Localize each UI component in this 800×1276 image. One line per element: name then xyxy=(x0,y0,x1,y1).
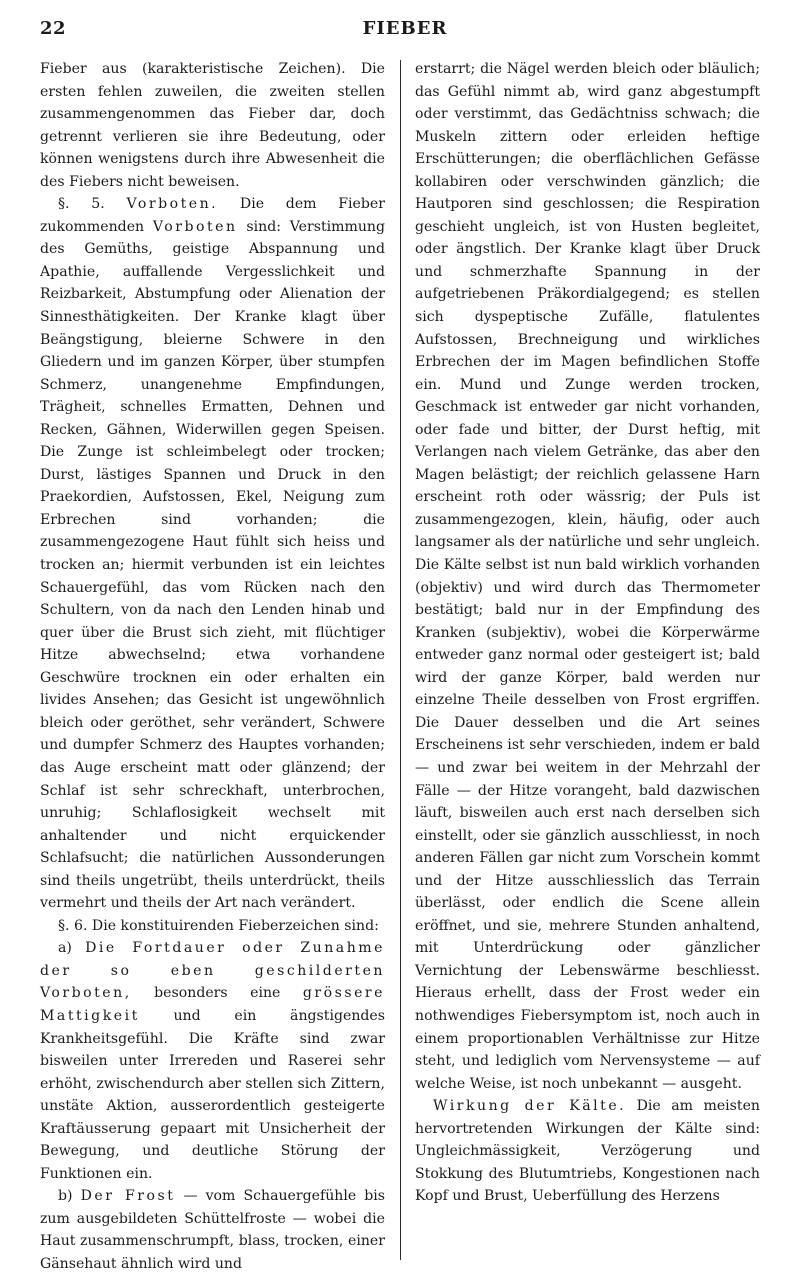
list-item-heading: Die Fortdauer oder Zunahme der so eben geschilderten Vorboten, xyxy=(40,940,385,1002)
page-header xyxy=(40,18,770,48)
list-item-b xyxy=(40,1185,385,1275)
paragraph-wirkung-der-kaelte xyxy=(415,1095,760,1208)
right-column xyxy=(415,58,760,1258)
paragraph-intro: Fieber aus (karakteristische Zeichen). Die ersten fehlen zuweilen, die zweiten stellen zusammengenommen das Fieber dar, doch getrennt verlieren sie ihre Bedeutung, oder können wenigstens durch ihre Abwesenheit die des Fiebers nicht beweisen. xyxy=(40,61,385,190)
emphasized-term: grössere Mattigkeit xyxy=(40,985,385,1024)
list-item-heading: Der Frost xyxy=(80,1188,176,1205)
paragraph-text: — vom Schauergefühle bis zum ausgebildeten Schüttelfroste — wobei die Haut zusammenschrumpft, blass, trocken, einer Gänsehaut ähnlich wird und xyxy=(40,1188,386,1272)
list-marker: a) xyxy=(58,940,72,957)
paragraph-vorboten xyxy=(40,193,385,915)
page-number: 22 xyxy=(40,18,67,39)
paragraph-text: besonders eine xyxy=(154,985,281,1002)
paragraph-text: Die am meisten hervortretenden Wirkungen der Kälte sind: Ungleichmässigkeit, Verzögerung und Stokkung des Blutumtriebs, Kongestionen nach Kopf und Brust, Ueberfüllung des Herzens xyxy=(415,1098,760,1205)
running-head: FIEBER xyxy=(362,18,448,39)
section-number: §. 5. xyxy=(58,196,105,213)
paragraph-fieberzeichen: §. 6. Die konstituirenden Fieberzeichen sind: xyxy=(58,917,379,934)
paragraph-frost-continued: erstarrt; die Nägel werden bleich oder bläulich; das Gefühl nimmt ab, wird ganz abgestumpft oder verstimmt, das Gedächtniss schwach; die Muskeln zittern oder erleiden heftige Erschütterungen; die oberflächlichen Gefässe kollabiren oder verschwinden gänzlich; die Hautporen sind geschlossen; die Respiration geschieht ungleich, ist von Husten begleitet, oder ängstlich. Der Kranke klagt über Druck und schmerzhafte Spannung in der aufgetriebenen Präkordialgegend; es stellen sich dyspeptische Zufälle, flatulentes Aufstossen, Brechneigung und wirkliches Erbrechen der im Magen befindlichen Stoffe ein. Mund und Zunge werden trocken, Geschmack ist entweder gar nicht vorhanden, oder fade und bitter, der Durst heftig, mit Verlangen nach vielem Getränke, das aber den Magen belästigt; der reichlich gelassene Harn erscheint roth oder wässrig; der Puls ist zusammengezogen, klein, häufig, oder auch langsamer als der natürliche und sehr ungleich. Die Kälte selbst ist nun bald wirklich vorhanden (objektiv) und wird durch das Thermometer bestätigt; bald nur in der Empfindung des Kranken (subjektiv), wobei die Körperwärme entweder ganz normal oder gesteigert ist; bald wird der ganze Körper, bald werden nur einzelne Theile desselben von Frost ergriffen. Die Dauer desselben und die Art seines Erscheinens ist sehr verschieden, indem er bald — und zwar bei weitem in der Mehrzahl der Fälle — der Hitze vorangeht, bald dazwischen läuft, bisweilen auch erst nach derselben sich einstellt, oder sie gänzlich ausschliesst, in noch anderen Fällen gar nicht zum Vorschein kommt und der Hitze ausschliesslich das Terrain überlässt, oder endlich die Scene allein eröffnet, und sie, mehrere Stunden anhaltend, mit Unterdrückung oder gänzlicher Vernichtung der Lebenswärme beschliesst. Hieraus erhellt, dass der Frost weder ein nothwendiges Fiebersymptom ist, noch auch in einem proportionablen Verhältnisse zur Hitze steht, und lediglich vom Nervensysteme — auf welche Weise, ist noch unbekannt — ausgeht. xyxy=(415,61,760,1092)
column-divider xyxy=(400,60,401,1260)
paragraph-text: Die dem Fieber zukommenden xyxy=(40,196,385,235)
section-heading-vorboten: Vorboten. xyxy=(126,196,219,213)
emphasized-term: Vorboten xyxy=(152,218,238,235)
paragraph-text: sind: Verstimmung des Gemüths, geistige Abspannung und Apathie, auffallende Vergesslichkeit und Reizbarkeit, Abstumpfung oder Alienation der Sinnesthätigkeiten. Der Kranke klagt über Beängstigung, bleierne Schwere in den Gliedern und im ganzen Körper, über stumpfen Schmerz, unangenehme Empfindungen, Trägheit, schnelles Ermatten, Dehnen und Recken, Gähnen, Widerwillen gegen Speisen. Die Zunge ist schleimbelegt oder trocken; Durst, lästiges Spannen und Druck in den Praekordien, Aufstossen, Ekel, Neigung zum Erbrechen sind vorhanden; die zusammengezogene Haut fühlt sich heiss und trocken an; hiermit verbunden ist ein leichtes Schauergefühl, das vom Rücken nach den Schultern, von da nach den Lenden hinab und quer über die Brust sich zieht, mit flüchtiger Hitze abwechselnd; etwa vorhandene Geschwüre trocknen ein oder erhalten ein livides Ansehen; das Gesicht ist ungewöhnlich bleich oder geröthet, sehr verändert, Schwere und dumpfer Schmerz des Hauptes vorhanden; das Auge erscheint matt oder glänzend; der Schlaf ist sehr schreckhaft, unterbrochen, unruhig; Schlaflosigkeit wechselt mit anhaltender und nicht erquickender Schlafsucht; die natürlichen Aussonderungen sind theils ungetrübt, theils unterdrückt, theils vermehrt und theils der Art nach verändert. xyxy=(40,218,386,912)
list-marker: b) xyxy=(58,1188,73,1205)
paragraph-text: und ein ängstigendes Krankheitsgefühl. Die Kräfte sind zwar bisweilen unter Irrereden und Raserei sehr erhöht, zwischendurch aber stellen sich Zittern, unstäte Aktion, ausserordentlich gesteigerte Kraftäusserung gepaart mit Unsicherheit der Bewegung, und deutliche Störung der Funktionen ein. xyxy=(40,1007,385,1182)
section-heading-wirkung: Wirkung der Kälte. xyxy=(433,1098,627,1115)
left-column xyxy=(40,58,386,1272)
list-item-a xyxy=(40,937,385,1185)
